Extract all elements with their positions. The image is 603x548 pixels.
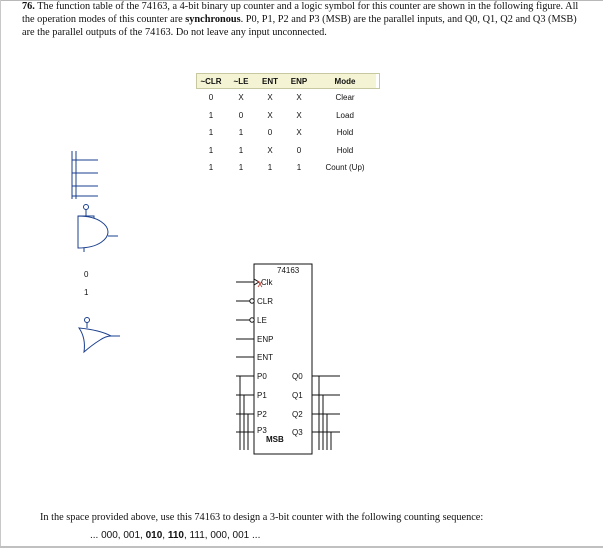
- question-intro: The function table of the 74163, a 4-bit binary up counter and a logic symbol for this counter are shown in the following figure. All the operation modes of this counter are: [22, 1, 579, 25]
- header-le: ~LE: [226, 73, 256, 89]
- and-gate-icon[interactable]: [78, 205, 118, 253]
- header-ent: ENT: [256, 73, 284, 89]
- table-cell: X: [267, 110, 273, 120]
- question-number: 76.: [22, 1, 35, 12]
- label-clr: CLR: [257, 297, 274, 306]
- table-cell: 0: [296, 145, 302, 155]
- label-enp: ENP: [257, 335, 274, 344]
- label-p3: P3: [257, 426, 267, 435]
- seq-tail: , 111, 000, 001 ...: [184, 530, 261, 541]
- seq-bold-1: 010: [145, 530, 163, 541]
- table-cell: X: [238, 93, 244, 103]
- table-cell: 1: [238, 128, 244, 138]
- table-cell: 1: [296, 163, 302, 173]
- label-q0: Q0: [292, 372, 303, 381]
- instruction-text: In the space provided above, use this 74163 to design a 3-bit counter with the following counting sequence:: [40, 512, 484, 523]
- palette-zero[interactable]: 0: [84, 270, 89, 279]
- input-pins[interactable]: [236, 282, 254, 432]
- label-ent: ENT: [257, 353, 273, 362]
- label-q2: Q2: [292, 410, 303, 419]
- table-cell: X: [296, 93, 302, 103]
- label-msb: MSB: [266, 435, 284, 444]
- table-cell: 0: [208, 93, 214, 103]
- table-cell: 1: [267, 163, 273, 173]
- question-emphasis: synchronous: [185, 14, 241, 25]
- seq-lead: ... 000, 001,: [90, 530, 146, 541]
- header-enp: ENP: [284, 73, 314, 89]
- palette-one[interactable]: 1: [84, 288, 89, 297]
- label-p1: P1: [257, 391, 267, 400]
- counting-sequence: [90, 530, 260, 541]
- table-cell: 1: [208, 145, 214, 155]
- table-cell: 1: [238, 163, 244, 173]
- table-cell: 0: [238, 110, 244, 120]
- label-le: LE: [257, 316, 267, 325]
- table-cell: Load: [336, 110, 354, 120]
- label-q1: Q1: [292, 391, 303, 400]
- label-p0: P0: [257, 372, 267, 381]
- table-cell: 1: [208, 110, 214, 120]
- table-cell: 1: [208, 128, 214, 138]
- table-cell: 1: [208, 163, 214, 173]
- table-cell: X: [296, 128, 302, 138]
- header-clr: ~CLR: [196, 73, 226, 89]
- table-cell: 1: [238, 145, 244, 155]
- table-cell: Hold: [336, 128, 354, 138]
- clr-bubble-icon: [250, 299, 254, 303]
- header-mode: Mode: [314, 73, 376, 89]
- le-bubble-icon: [250, 318, 254, 322]
- table-cell: Count (Up): [325, 163, 365, 173]
- output-pins[interactable]: [312, 376, 340, 432]
- table-cell: X: [267, 93, 273, 103]
- seq-bold-2: 110: [167, 530, 184, 541]
- chip-clk-label: Clk: [261, 278, 273, 287]
- seq-mid: ,: [162, 530, 168, 541]
- table-cell: Clear: [335, 93, 355, 103]
- table-cell: 0: [267, 128, 273, 138]
- question-rest: . P0, P1, P2 and P3 (MSB) are the parallel inputs, and Q0, Q1, Q2 and Q3 (MSB) are the parallel outputs of the 74163. Do not leave any input unconnected.: [22, 14, 577, 38]
- chip-name: 74163: [277, 266, 300, 275]
- wire-palette[interactable]: [72, 151, 98, 199]
- label-p2: P2: [257, 410, 267, 419]
- or-gate-icon[interactable]: [79, 318, 120, 353]
- table-cell: X: [267, 145, 273, 155]
- table-cell: Hold: [336, 145, 354, 155]
- table-cell: X: [296, 110, 302, 120]
- label-q3: Q3: [292, 428, 303, 437]
